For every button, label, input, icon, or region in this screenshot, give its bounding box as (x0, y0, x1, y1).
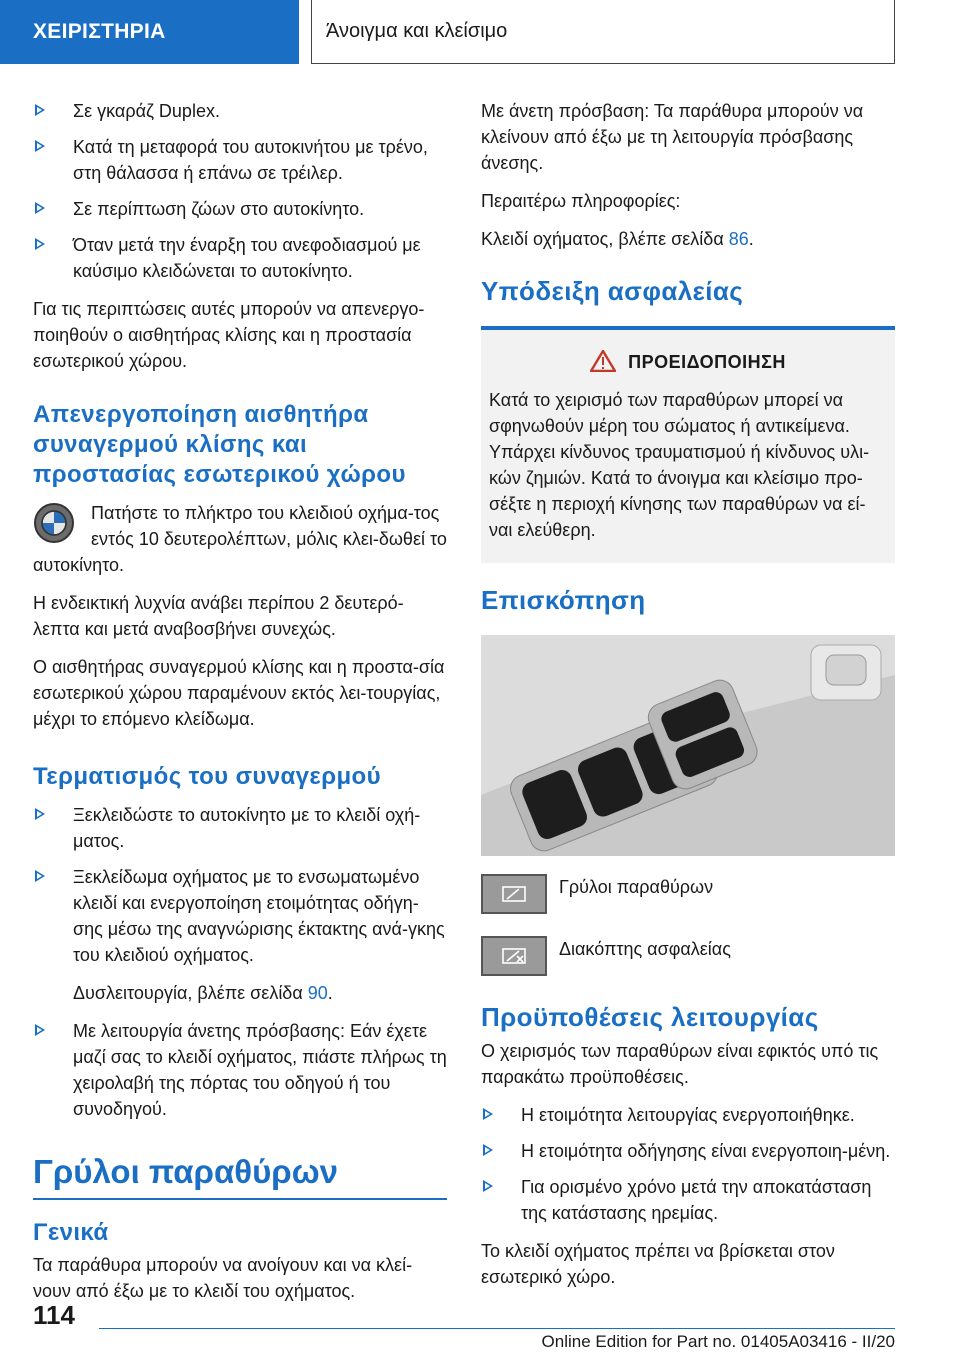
left-column (33, 98, 447, 1316)
paragraph: Το κλειδί οχήματος πρέπει να βρίσκεται στον εσωτερικό χώρο. (481, 1241, 835, 1287)
chapter-heading: Γρύλοι παραθύρων (33, 1152, 447, 1200)
window-switch-icon (481, 874, 547, 914)
bullet-triangle-icon (483, 1108, 493, 1120)
legend-item (481, 874, 895, 914)
paragraph: Περαιτέρω πληροφορίες: (481, 191, 681, 211)
list-item: Ξεκλείδωμα οχήματος με το ενσωματωμένο κλειδί και ενεργοποίηση ετοιμότητας οδήγη-σης μέσω της αναγνώρισης έκτακτης ανά-γκης του κλειδιού οχήματος. (33, 864, 447, 968)
page-title: Άνοιγμα και κλείσιμο (311, 0, 895, 64)
section-heading: Τερματισμός του συναγερμού (33, 763, 381, 790)
key-reference: Κλειδί οχήματος, βλέπε σελίδα 86. (481, 229, 754, 249)
paragraph: Τα παράθυρα μπορούν να ανοίγουν και να κλεί-νουν από έξω με το κλειδί του οχήματος. (33, 1255, 413, 1301)
bullet-triangle-icon (35, 808, 45, 820)
paragraph: Ο αισθητήρας συναγερμού κλίσης και η προστα-σία εσωτερικού χώρου παραμένουν εκτός λει-τουργίας, μέχρι το επόμενο κλείδωμα. (33, 657, 445, 729)
paragraph: Για τις περιπτώσεις αυτές μπορούν να απενεργο-ποιηθούν ο αισθητήρας κλίσης και η προστασία εσωτερικού χώρου. (33, 299, 425, 371)
paragraph: Ο χειρισμός των παραθύρων είναι εφικτός υπό τις παρακάτω προϋποθέσεις. (481, 1041, 879, 1087)
warning-text: Κατά το χειρισμό των παραθύρων μπορεί να σφηνωθούν μέρη του σώματος ή αντικείμενα. Υπάρχει κίνδυνος τραυματισμού ή κίνδυνος υλι-κών ζημιών. Κατά το άνοιγμα και κλείσιμο προ-σέξτε η περιοχή κίνησης των παραθύρων να εί-ναι ελεύθερη. (489, 390, 870, 540)
right-column (481, 98, 895, 1302)
bullet-triangle-icon (483, 1144, 493, 1156)
bullet-triangle-icon (35, 238, 45, 250)
safety-switch-icon (481, 936, 547, 976)
footer-divider (99, 1328, 895, 1329)
bullet-triangle-icon (483, 1180, 493, 1192)
section-heading: Προϋποθέσεις λειτουργίας (481, 1002, 819, 1032)
key-instruction (33, 500, 447, 578)
bullet-triangle-icon (35, 870, 45, 882)
bullet-triangle-icon (35, 140, 45, 152)
list-item: Η ετοιμότητα λειτουργίας ενεργοποιήθηκε. (481, 1102, 895, 1128)
bullet-triangle-icon (35, 1024, 45, 1036)
car-key-button-icon (33, 502, 75, 544)
legend-label: Διακόπτης ασφαλείας (559, 939, 731, 959)
warning-box (481, 326, 895, 563)
legend-label: Γρύλοι παραθύρων (559, 877, 714, 897)
warning-triangle-icon (590, 350, 616, 377)
section-heading: Υπόδειξη ασφαλείας (481, 276, 744, 306)
list-item: Ξεκλειδώστε το αυτοκίνητο με το κλειδί οχή-ματος. (33, 802, 447, 854)
situation-list (33, 98, 447, 284)
page-link[interactable]: 90 (307, 983, 328, 1003)
list-item: Με λειτουργία άνετης πρόσβασης: Εάν έχετε μαζί σας το κλειδί οχήματος, πιάστε πλήρως τη χειρολαβή της πόρτας του οδηγού ή του συνοδηγού. (33, 1018, 447, 1122)
window-switch-photo (481, 635, 895, 856)
page-number: 114 (33, 1300, 75, 1330)
page-link[interactable]: 86 (728, 229, 749, 249)
section-heading: Απενεργοποίηση αισθητήρα συναγερμού κλίσης και προστασίας εσωτερικού χώρου (33, 401, 406, 488)
malfunction-reference: Δυσλειτουργία, βλέπε σελίδα 90. (73, 983, 333, 1003)
end-alarm-list (33, 802, 447, 968)
key-instruction-text: Πατήστε το πλήκτρο του κλειδιού οχήμα-τος εντός 10 δευτερολέπτων, μόλις κλει-δωθεί το αυτοκίνητο. (33, 503, 447, 575)
list-item: Όταν μετά την έναρξη του ανεφοδιασμού με καύσιμο κλειδώνεται το αυτοκίνητο. (33, 232, 447, 284)
end-alarm-list-2 (33, 1018, 447, 1122)
section-heading: Επισκόπηση (481, 585, 646, 615)
warning-title: ΠΡΟΕΙΔΟΠΟΙΗΣΗ (489, 350, 887, 377)
list-item: Για ορισμένο χρόνο μετά την αποκατάσταση της κατάστασης ηρεμίας. (481, 1174, 895, 1226)
list-item: Η ετοιμότητα οδήγησης είναι ενεργοποιη-μένη. (481, 1138, 895, 1164)
section-tab: ΧΕΙΡΙΣΤΗΡΙΑ (0, 0, 299, 64)
bullet-triangle-icon (35, 104, 45, 116)
list-item: Σε γκαράζ Duplex. (33, 98, 447, 124)
bullet-triangle-icon (35, 202, 45, 214)
edition-note: Online Edition for Part no. 01405A03416 - II/20 (541, 1332, 895, 1351)
paragraph: Η ενδεικτική λυχνία ανάβει περίπου 2 δευτερό-λεπτα και μετά αναβοσβήνει συνεχώς. (33, 593, 404, 639)
list-item: Σε περίπτωση ζώων στο αυτοκίνητο. (33, 196, 447, 222)
conditions-list (481, 1102, 895, 1226)
list-item: Κατά τη μεταφορά του αυτοκινήτου με τρένο, στη θάλασσα ή επάνω σε τρέιλερ. (33, 134, 447, 186)
legend-item (481, 936, 895, 976)
section-heading: Γενικά (33, 1219, 109, 1246)
paragraph: Με άνετη πρόσβαση: Τα παράθυρα μπορούν να κλείνουν από έξω με τη λειτουργία πρόσβασης άνεσης. (481, 101, 864, 173)
